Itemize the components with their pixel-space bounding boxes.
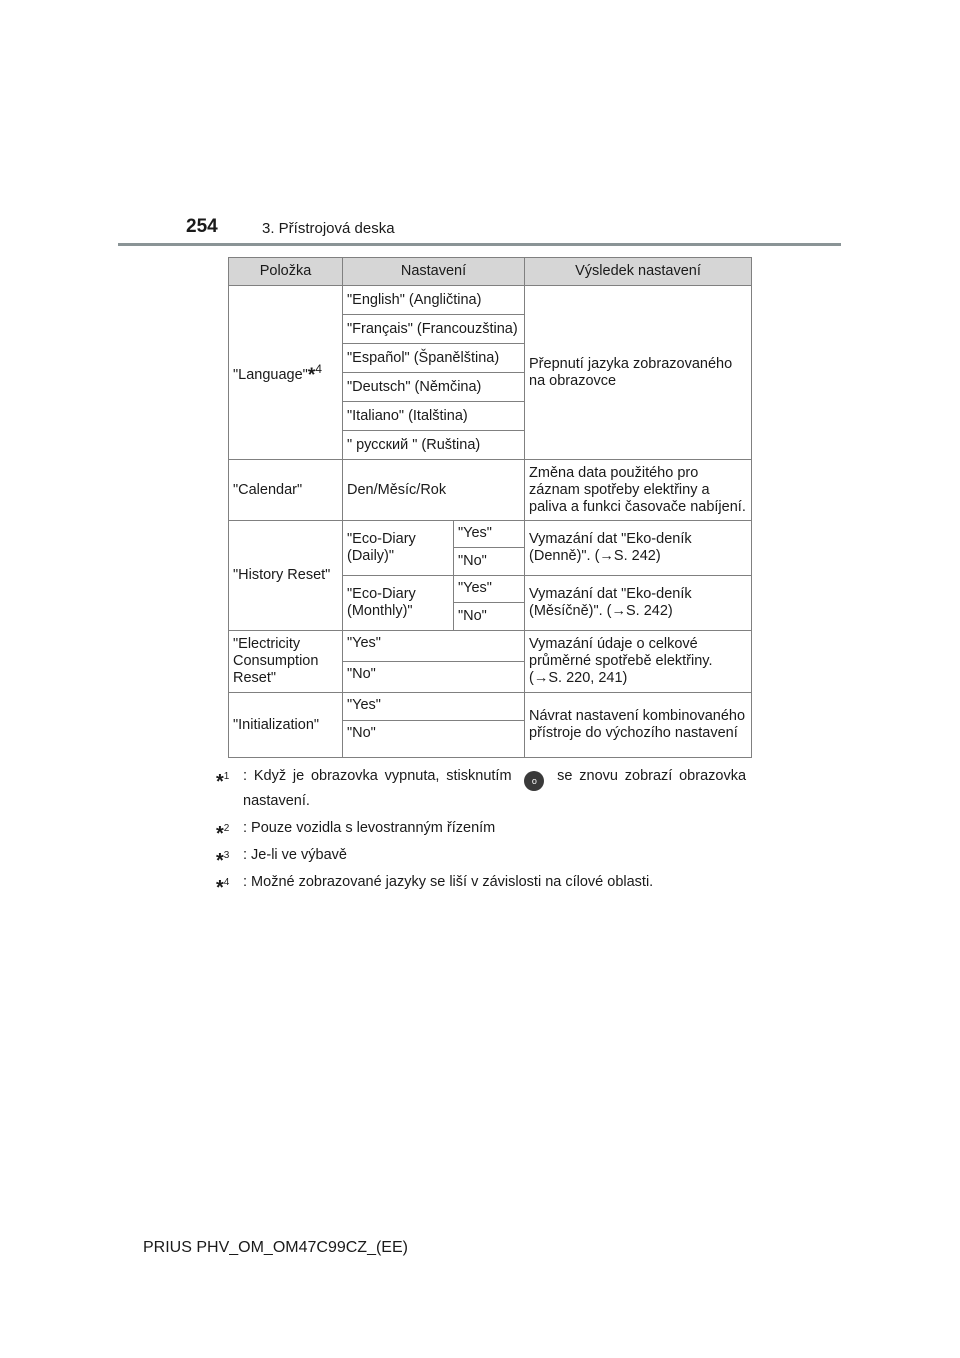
page-number: 254 [186, 216, 218, 237]
language-option: "English" (Angličtina) [343, 286, 525, 315]
section-title: 3. Přístrojová deska [262, 220, 395, 237]
table-row [229, 286, 752, 315]
calendar-setting: Den/Měsíc/Rok [343, 460, 525, 521]
history-daily-label: "Eco-Diary (Daily)" [343, 521, 454, 576]
electricity-no: "No" [343, 662, 525, 693]
header-result: Výsledek nastavení [525, 258, 752, 286]
footnote-3-mark: *$^3$ [216, 849, 230, 872]
calendar-item: "Calendar" [229, 460, 343, 521]
language-item-cell [229, 286, 343, 460]
footnotes [216, 766, 746, 899]
electricity-yes: "Yes" [343, 631, 525, 662]
language-option: "Italiano" (Italština) [343, 402, 525, 431]
language-note-num: 4 [315, 362, 322, 377]
initialization-no: "No" [343, 721, 525, 758]
footnote-3 [216, 845, 746, 872]
footnote-2-mark: *$^2$ [216, 822, 230, 845]
footnote-2 [216, 818, 746, 845]
footnote-1-text-before: : Když je obrazovka vypnuta, stisknutím [243, 768, 512, 784]
footnote-1-text-after: se znovu zobrazí obrazovka nastavení. [243, 768, 747, 809]
calendar-result: Změna data použitého pro záznam spotřeby elektřiny a palivа a funkci časovače nabíjení. [525, 460, 752, 521]
table-row [229, 693, 752, 721]
history-monthly-label: "Eco-Diary (Monthly)" [343, 576, 454, 631]
settings-table [228, 257, 752, 758]
language-option: "Français" (Francouzština) [343, 315, 525, 344]
language-item: "Language" [233, 366, 308, 383]
footnote-4-text: : Možné zobrazované jazyky se liší v závislosti na cílové oblasti. [243, 874, 654, 890]
language-option: " русский " (Ruština) [343, 431, 525, 460]
header-item: Položka [229, 258, 343, 286]
table-header-row [229, 258, 752, 286]
initialization-result: Návrat nastavení kombinovaného přístroje do výchozího nastavení [525, 693, 752, 758]
initialization-yes: "Yes" [343, 693, 525, 721]
history-daily-result: Vymazání dat "Eko-deník (Denně)". (→S. 242) [525, 521, 752, 576]
table-row [229, 460, 752, 521]
table-row [229, 631, 752, 662]
history-daily-yes: "Yes" [454, 521, 525, 548]
language-option: "Deutsch" (Němčina) [343, 373, 525, 402]
footnote-4-mark: *$^4$ [216, 876, 230, 899]
footnote-3-text: : Je-li ve výbavě [243, 847, 347, 863]
history-daily-no: "No" [454, 548, 525, 576]
history-monthly-yes: "Yes" [454, 576, 525, 603]
header-setting: Nastavení [343, 258, 525, 286]
history-monthly-result: Vymazání dat "Eko-deník (Měsíčně)". (→S. 242) [525, 576, 752, 631]
document-code: PRIUS PHV_OM_OM47C99CZ_(EE) [143, 1239, 408, 1256]
table-row [229, 521, 752, 548]
electricity-item: "Electricity Consumption Reset" [229, 631, 343, 693]
footnote-2-text: : Pouze vozidla s levostranným řízením [243, 820, 496, 836]
history-monthly-no: "No" [454, 603, 525, 631]
initialization-item: "Initialization" [229, 693, 343, 758]
header-rule [118, 243, 841, 246]
footnote-1-mark: *$^1$ [216, 770, 230, 793]
language-result: Přepnutí jazyka zobrazovaného na obrazovce [525, 286, 752, 460]
language-option: "Español" (Španělština) [343, 344, 525, 373]
footnote-4 [216, 872, 746, 899]
history-item: "History Reset" [229, 521, 343, 631]
electricity-result: Vymazání údaje o celkové průměrné spotřebě elektřiny. (→S. 220, 241) [525, 631, 752, 693]
footnote-1 [216, 766, 746, 812]
odo-trip-button-icon: o [524, 771, 544, 791]
language-note-mark: * [307, 364, 316, 386]
